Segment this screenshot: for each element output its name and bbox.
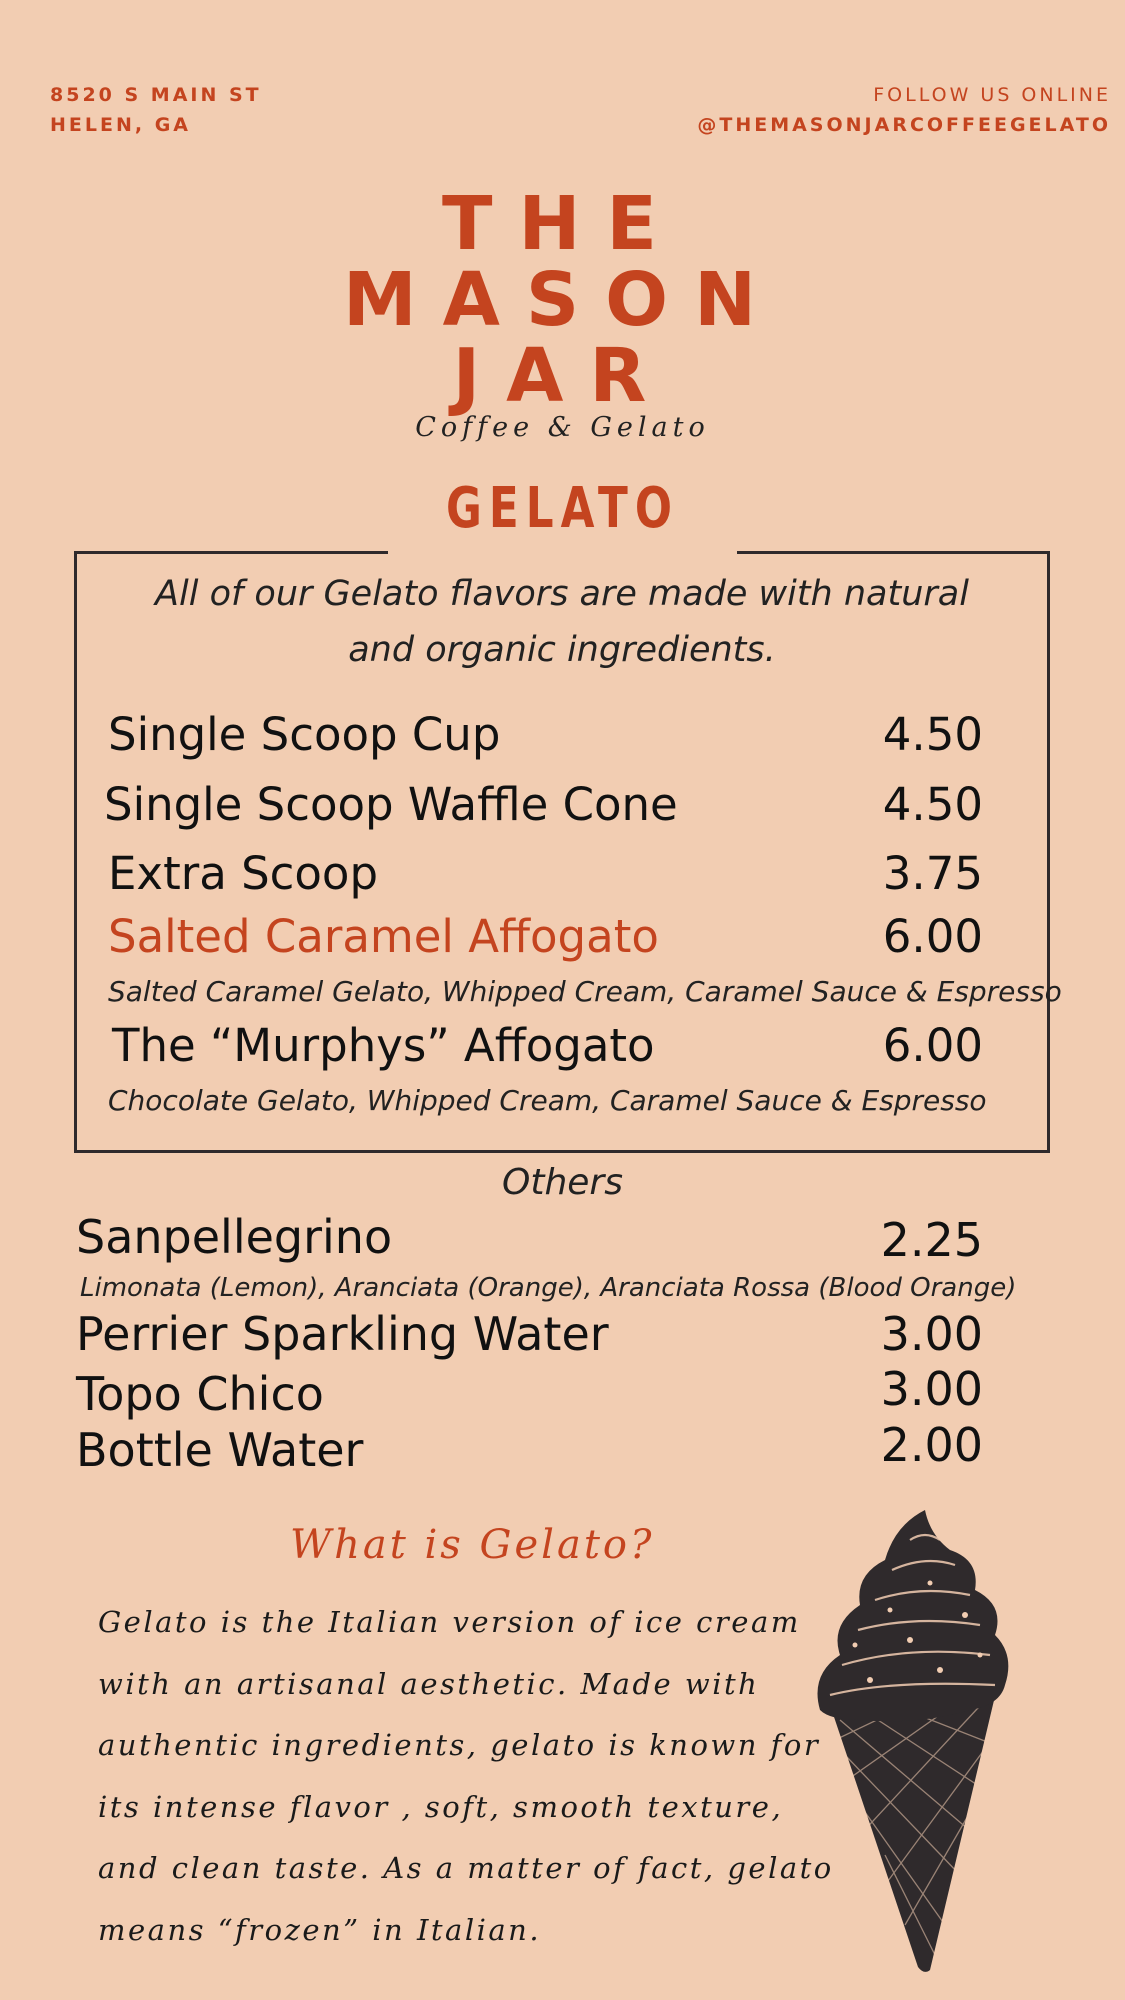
follow-label: FOLLOW US ONLINE: [873, 84, 1111, 106]
about-body-line: Gelato is the Italian version of ice cream: [98, 1605, 801, 1639]
gelato-intro: [74, 566, 1050, 678]
menu-item-price: 6.00: [882, 1019, 983, 1072]
about-body-line: with an artisanal aesthetic. Made with: [98, 1666, 760, 1701]
about-body-line: means “frozen” in Italian.: [98, 1912, 542, 1947]
ice-cream-cone-icon: [800, 1505, 1020, 1975]
menu-item-price: 6.00: [882, 910, 983, 963]
menu-item-description: Chocolate Gelato, Whipped Cream, Caramel Sauce & Espresso: [108, 1084, 987, 1117]
gelato-intro-line-1: All of our Gelato flavors are made with natural: [155, 574, 969, 614]
menu-item-name: Single Scoop Waffle Cone: [104, 778, 678, 831]
drink-item-price: 3.00: [880, 1307, 983, 1361]
drink-item-price: 3.00: [880, 1362, 983, 1416]
address: [50, 80, 262, 140]
menu-item-price: 4.50: [882, 708, 983, 761]
about-body-line: its intense flavor , soft, smooth texture,: [98, 1789, 784, 1824]
drink-item-name: Bottle Water: [76, 1423, 364, 1477]
menu-item-description: Salted Caramel Gelato, Whipped Cream, Caramel Sauce & Espresso: [108, 975, 1062, 1008]
about-body: [98, 1592, 834, 1961]
about-heading: What is Gelato?: [290, 1522, 655, 1568]
menu-item-name: Single Scoop Cup: [108, 708, 501, 761]
social-handle[interactable]: @THEMASONJARCOFFEEGELATO: [697, 114, 1111, 136]
drink-item-price: 2.25: [880, 1213, 983, 1267]
address-city: HELEN, GA: [50, 114, 191, 136]
drink-item-name: Topo Chico: [76, 1367, 324, 1421]
frame-top-left-rule: [74, 551, 388, 554]
brand-title-line-2: MASON: [342, 257, 783, 343]
about-body-line: authentic ingredients, gelato is known for: [98, 1728, 821, 1762]
social-info: [697, 80, 1111, 140]
section-heading-gelato: GELATO: [445, 476, 679, 541]
drink-item-price: 2.00: [880, 1418, 983, 1472]
section-heading-others: Others: [502, 1162, 623, 1203]
gelato-intro-line-2: and organic ingredients.: [348, 630, 776, 670]
menu-item-price: 3.75: [882, 847, 983, 900]
drink-item-name: Perrier Sparkling Water: [76, 1307, 609, 1361]
menu-item-price: 4.50: [882, 778, 983, 831]
brand-title-line-3: JAR: [452, 333, 673, 419]
menu-item-name-featured: Salted Caramel Affogato: [108, 910, 659, 963]
brand-title-line-1: THE: [442, 181, 683, 267]
drink-item-name: Sanpellegrino: [76, 1210, 393, 1264]
about-body-line: and clean taste. As a matter of fact, gelato: [98, 1851, 834, 1885]
brand-subtitle: Coffee & Gelato: [415, 412, 710, 443]
address-street: 8520 S MAIN ST: [50, 84, 262, 106]
menu-item-name: The “Murphys” Affogato: [112, 1019, 655, 1072]
frame-top-right-rule: [737, 551, 1050, 554]
drink-item-description: Limonata (Lemon), Aranciata (Orange), Aranciata Rossa (Blood Orange): [80, 1273, 1017, 1303]
menu-item-name: Extra Scoop: [108, 847, 379, 900]
